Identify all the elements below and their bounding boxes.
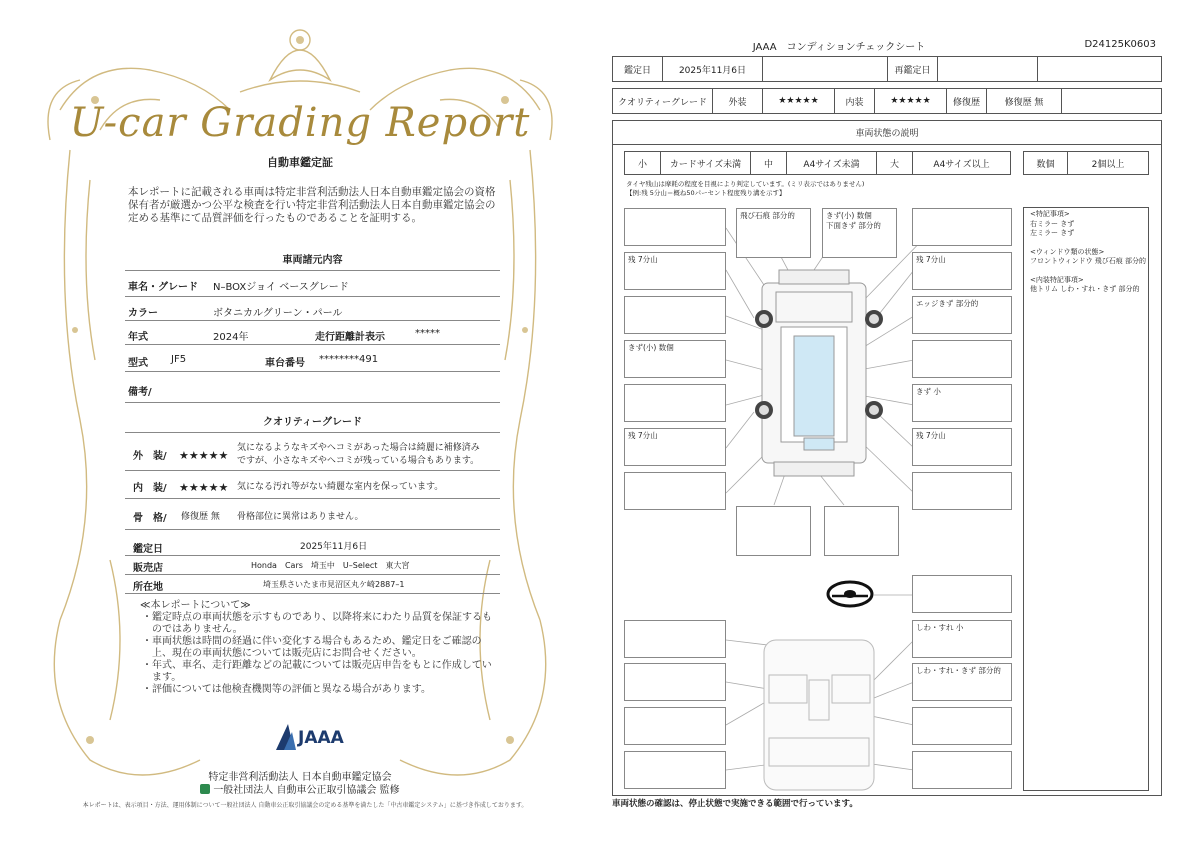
pane-right-rear-tire: 残 7分山: [912, 428, 1012, 466]
date-value: 2025年11月6日: [663, 57, 763, 81]
roof-glass: [794, 336, 834, 436]
row-address: [125, 575, 500, 594]
interior-desc: 気になる汚れ等がない綺麗な室内を保っています。: [237, 482, 444, 492]
date-label: 鑑定日: [133, 544, 163, 555]
type-label: 型式: [128, 358, 148, 369]
address-label: 所在地: [133, 582, 163, 593]
row-type: [125, 345, 500, 372]
interior-notes-title: <内装特記事項>: [1030, 275, 1084, 284]
mileage-label: 走行距離計表示: [315, 332, 385, 343]
note-item: ・鑑定時点の車両状態を示すものであり、以降将来にわたり品質を保証するものではありません。: [142, 612, 492, 635]
jaaa-logo-text: JAAA: [298, 728, 344, 748]
redate-label: 再鑑定日: [888, 57, 938, 81]
quality-heading: クオリティーグレード: [125, 413, 500, 433]
row-frame: [125, 499, 500, 530]
row-year: [125, 321, 500, 345]
state-heading: 車両状態の説明: [613, 121, 1161, 145]
interior-notes-item: 他トリム しわ・すれ・きず 部分的: [1030, 285, 1140, 293]
size-large: 大: [877, 152, 913, 174]
frame-label: 骨 格/: [133, 513, 167, 524]
pane-top-front-line2: 下面きず 部分的: [826, 221, 881, 230]
condition-sheet: [604, 0, 1200, 848]
pane-int-left-2: [624, 663, 726, 701]
quality-label: クオリティーグレード: [613, 89, 713, 113]
row-date: [125, 536, 500, 556]
supervisor-text: 一般社団法人 自動車公正取引協議会 監修: [213, 785, 400, 796]
pane-right-scratch: きず 小: [912, 384, 1012, 422]
size-mid-desc: A4サイズ未満: [787, 152, 877, 174]
pane-right-1: [912, 340, 1012, 378]
exterior-desc-line1: 気になるようなキズやヘコミがあった場合は綺麗に補修済み: [237, 443, 480, 453]
jaaa-logo: [274, 722, 364, 754]
count-label: 数個: [1024, 152, 1068, 174]
pane-right-2: [912, 472, 1012, 510]
interior-label: 内 装/: [133, 483, 167, 494]
pane-front-right-top: [912, 208, 1012, 246]
note-item: ・車両状態は時間の経過に伴い変化する場合もあるため、鑑定日をご確認の上、現在の車両状態については販売店にお問合せください。: [142, 636, 482, 659]
steering-wheel-icon: [828, 582, 872, 606]
row-remarks: [125, 372, 500, 403]
pane-int-right-2: しわ・すれ・きず 部分的: [912, 663, 1012, 701]
bottom-note: 車両状態の確認は、停止状態で実施できる範囲で行っています。: [612, 799, 858, 809]
sheet-id: D24125K0603: [1084, 39, 1156, 50]
model-label: 車名・グレード: [128, 282, 198, 293]
pane-left-3: [624, 472, 726, 510]
pane-int-left-3: [624, 707, 726, 745]
repair-label: 修復歴: [947, 89, 987, 113]
pane-front-left-top: [624, 208, 726, 246]
exterior-desc-line2: ですが、小さなキズやヘコミが残っている場合もあります。: [237, 456, 480, 466]
row-interior: [125, 471, 500, 499]
notes-title: ≪本レポートについて≫: [140, 600, 251, 611]
tire-note-line2: 【例:残 5分山＝概ね50パーセント程度残り溝を示す】: [626, 189, 786, 197]
special-item: 右ミラー きず: [1030, 219, 1075, 228]
pane-left-2: [624, 384, 726, 422]
pane-int-left-4: [624, 751, 726, 789]
association-name: 特定非営利活動法人 日本自動車鑑定協会: [208, 772, 392, 783]
certificate-title: U-car Grading Report: [69, 100, 531, 146]
pane-right-edge: エッジきず 部分的: [912, 296, 1012, 334]
pane-left-rear-tire: 残 7分山: [624, 428, 726, 466]
pane-right-front-tire: 残 7分山: [912, 252, 1012, 290]
model-value: N–BOXジョイ ベースグレード: [213, 282, 349, 293]
year-label: 年式: [128, 332, 148, 343]
tire-note-line1: タイヤ残山は摩耗の程度を目視により判定しています。(ミリ表示ではありません): [626, 180, 865, 188]
note-item: ・年式、車名、走行距離などの記載については販売店申告をもとに作成しています。: [142, 660, 492, 683]
size-small: 小: [625, 152, 661, 174]
frame-value: 修復歴 無: [181, 512, 220, 522]
pane-steering: [912, 575, 1012, 613]
size-large-desc: A4サイズ以上: [933, 159, 990, 170]
row-model: [125, 273, 500, 297]
pane-int-right-3: [912, 707, 1012, 745]
remarks-label: 備考/: [128, 387, 152, 398]
row-dealer: [125, 556, 500, 575]
frame-desc: 骨格部位に異常はありません。: [237, 512, 364, 522]
pane-left-scratch: きず(小) 数個: [624, 340, 726, 378]
ext-stars: ★★★★★: [763, 89, 835, 113]
pane-int-left-1: [624, 620, 726, 658]
footnote: 本レポートは、表示項目・方法、運用体制について一般社団法人 自動車公正取引協議会の定める基準を満たした「中古車鑑定システム」に基づき作成しております。: [82, 802, 528, 809]
chassis-value: ********491: [319, 354, 379, 365]
date-value: 2025年11月6日: [300, 542, 368, 552]
pane-top-windshield: 飛び石痕 部分的: [736, 208, 811, 258]
exterior-stars: ★★★★★: [179, 449, 229, 462]
ext-label: 外装: [713, 89, 763, 113]
size-mid: 中: [751, 152, 787, 174]
certificate-subtitle: 自動車鑑定証: [267, 156, 333, 169]
row-color: [125, 297, 500, 321]
interior-stars: ★★★★★: [179, 481, 229, 494]
special-item: 左ミラー きず: [1030, 229, 1075, 237]
date-label: 鑑定日: [613, 57, 663, 81]
color-value: ボタニカルグリーン・パール: [213, 308, 343, 319]
pane-left-1: [624, 296, 726, 334]
color-label: カラー: [128, 308, 158, 319]
supervisor-name: [0, 781, 600, 796]
pane-rear-1: [736, 506, 811, 556]
exterior-label: 外 装/: [133, 451, 167, 462]
pane-top-front: [822, 208, 897, 258]
pane-rear-2: [824, 506, 899, 556]
dealer-label: 販売店: [133, 563, 163, 574]
type-value: JF5: [171, 354, 187, 365]
size-small-desc: カードサイズ未満: [661, 152, 751, 174]
row-exterior: [125, 435, 500, 471]
pane-top-front-line1: きず(小) 数個: [826, 211, 872, 220]
council-mark-icon: [200, 784, 210, 794]
year-value: 2024年: [213, 332, 249, 343]
sheet-title: JAAA コンディションチェックシート: [752, 42, 926, 53]
repair-value: 修復歴 無: [987, 89, 1062, 113]
address-value: 埼玉県さいたま市見沼区丸ケ崎2887–1: [263, 580, 405, 589]
note-item: ・評価については他検査機関等の評価と異なる場合があります。: [142, 684, 431, 695]
dealer-value: Honda Cars 埼玉中 U–Select 東大宮: [251, 561, 410, 570]
window-title: <ウィンドウ類の状態>: [1030, 247, 1105, 256]
int-label: 内装: [835, 89, 875, 113]
certificate-intro: 本レポートに記載される車両は特定非営利活動法人日本自動車鑑定協会の資格保有者が厳選かつ公平な検査を行い特定非営利活動法人日本自動車鑑定協会の定める基準にて品質評価を行ったものであることを証明する。: [128, 186, 496, 224]
window-item: フロントウィンドウ 飛び石痕 部分的: [1030, 257, 1147, 265]
pane-int-right-4: [912, 751, 1012, 789]
int-stars: ★★★★★: [875, 89, 947, 113]
special-title: <特記事項>: [1030, 210, 1070, 218]
report-notes: [140, 600, 495, 696]
specs-heading: 車両諸元内容: [125, 251, 500, 271]
chassis-label: 車台番号: [265, 358, 305, 369]
count-desc: 2個以上: [1091, 159, 1125, 170]
pane-left-front-tire: 残 7分山: [624, 252, 726, 290]
mileage-value: *****: [415, 328, 440, 339]
pane-int-right-1: しわ・すれ 小: [912, 620, 1012, 658]
